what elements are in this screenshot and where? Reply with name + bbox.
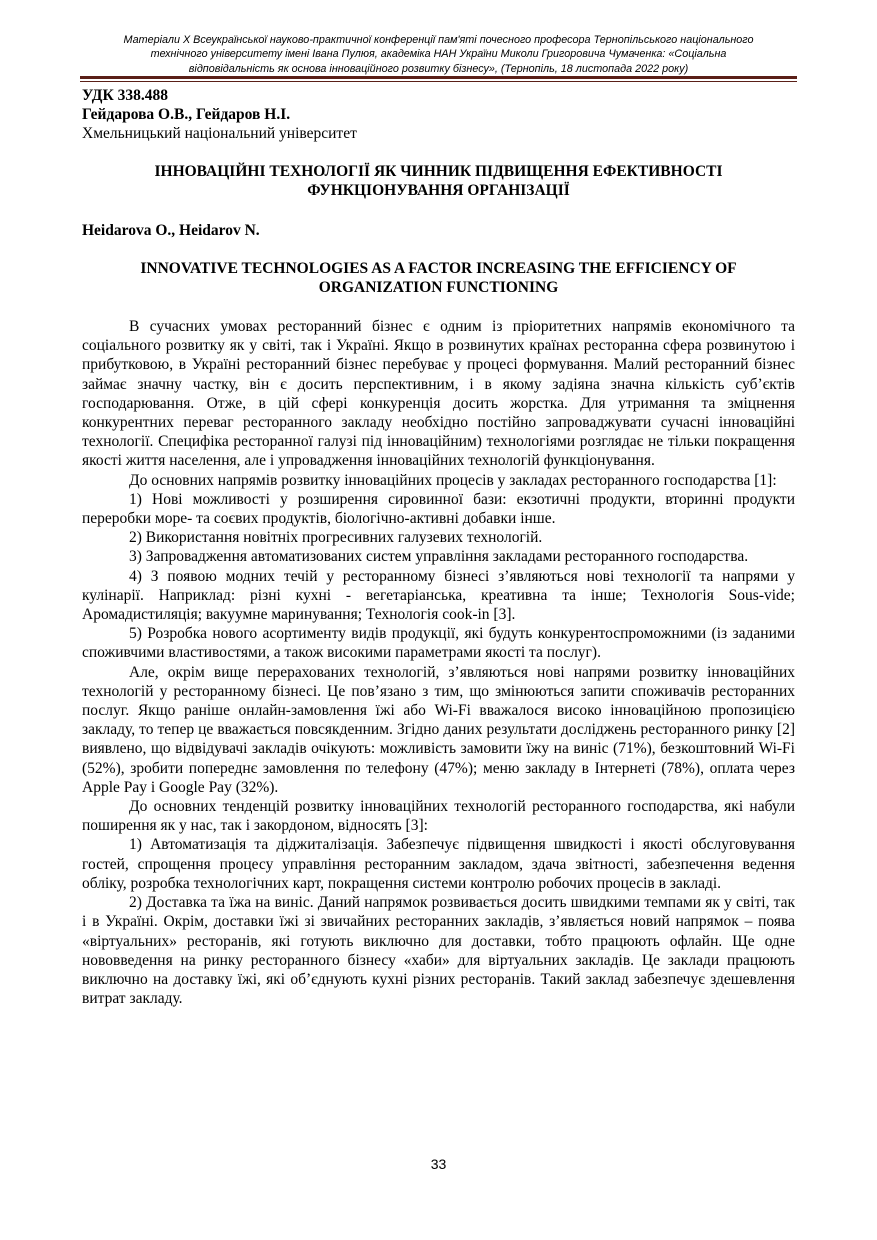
title-ukrainian: ІННОВАЦІЙНІ ТЕХНОЛОГІЇ ЯК ЧИННИК ПІДВИЩЕННЯ ЕФЕКТИВНОСТІ ФУНКЦІОНУВАННЯ ОРГАНІЗАЦІЇ	[154, 163, 723, 199]
body-text	[82, 317, 795, 1008]
list-item: 3) Запровадження автоматизованих систем управління закладами ресторанного господарства.	[129, 548, 749, 566]
affiliation: Хмельницький національний університет	[82, 125, 357, 142]
paragraph: Але, окрім вище перерахованих технологій, з’являються нові напрями розвитку інноваційних технологій у ресторанному бізнесі. Це пов’язано з тим, що змінюються запити споживачів ресторанних послуг. Якщо раніше онлайн-замовлення їжі або Wi-Fi вважалося високо інноваційною пропозицією закладу, то тепер це вважається повсякденним. Згідно даних результати досліджень ресторанного ринку [2] виявлено, що відвідувачі закладів очікують: можливість замовити їжу на виніс (71%), безкоштовний Wi-Fi (52%), зробити попереднє замовлення по телефону (47%); меню закладу в Інтернеті (78%), оплата через Apple Pay і Google Pay (32%).	[82, 663, 795, 796]
conference-running-header: Матеріали Х Всеукраїнської науково-практичної конференції пам'яті почесного професора Тернопільського національного технічного університету імені Івана Пулюя, академіка НАН України Миколи Григоровича Чумаченка: «Соціальна відповідальність як основа інноваційного розвитку бізнесу», (Тернопіль, 18 листопада 2022 року)	[123, 34, 754, 75]
title-english: INNOVATIVE TECHNOLOGIES AS A FACTOR INCREASING THE EFFICIENCY OF ORGANIZATION FUNCTIONING	[140, 260, 737, 296]
list-item: 2) Доставка та їжа на виніс. Даний напрямок розвивається досить швидкими темпами як у світі, так і в Україні. Окрім, доставки їжі зі звичайних ресторанних закладів, з’являється новий напрямок – поява «віртуальних» ресторанів, які готують виключно для доставки, тобто працюють офлайн. Ще одне нововведення на ринку ресторанного бізнесу «хаби» для віртуальних закладів. Це заклади працюють виключно на доставку їжі, які об’єднують кухні різних ресторанів. Такий заклад забезпечує здешевлення витрат закладу.	[82, 894, 795, 1008]
paragraph: В сучасних умовах ресторанний бізнес є одним із пріоритетних напрямів економічного та соціального розвитку як у світі, так і Україні. Якщо в розвинутих країнах ресторанна сфера розвинутою і прибутковою, в Україні ресторанний бізнес перебуває у процесі формування. Малий ресторанний бізнес займає значну частку, він є досить перспективним, і в якому задіяна значна кількість суб’єктів господарювання. Отже, в цій сфері конкуренція досить жорстка. Для утримання та зміцнення конкурентних переваг ресторанного закладу необхідно постійно запроваджувати сучасні інноваційні технології. Специфіка ресторанної галузі під інноваційним) технологіями розглядає не тільки покращення якості життя населення, але і упровадження інноваційних технологій функціонування.	[82, 318, 795, 470]
udc-code: УДК 338.488	[82, 87, 168, 104]
list-item: 2) Використання новітніх прогресивних галузевих технологій.	[129, 529, 543, 547]
paragraph: До основних напрямів розвитку інноваційних процесів у закладах ресторанного господарства [1]:	[129, 471, 777, 489]
page-number: 33	[430, 1156, 447, 1172]
authors-ukrainian: Гейдарова О.В., Гейдаров Н.І.	[82, 106, 291, 123]
header-rule-thick	[80, 76, 797, 79]
list-item: 1) Нові можливості у розширення сировинної бази: екзотичні продукти, вторинні продукти переробки море- та соєвих продуктів, біологічно-активні добавки інше.	[82, 490, 795, 528]
list-item: 4) З появою модних течій у ресторанному бізнесі з’являються нові технології та напрями у кулінарії. Наприклад: різні кухні - вегетаріанська, креативна та інше; Технологія Sous-vide; Аромадистиляція; вакуумне маринування; Технологія cook-in [3].	[82, 567, 795, 624]
list-item: 5) Розробка нового асортименту видів продукції, які будуть конкурентоспроможними (із заданими споживчими властивостями, а також високими параметрами якості та послуг).	[82, 625, 795, 662]
authors-english: Heidarova O., Heidarov N.	[82, 222, 260, 239]
list-item: 1) Автоматизація та діджиталізація. Забезпечує підвищення швидкості і якості обслуговування гостей, спрощення процесу управління ресторанним закладом, здача звітності, забезпечення ведення обліку, розробка технологічних карт, покращення системи контролю робочих процесів в закладі.	[82, 836, 795, 892]
paragraph: До основних тенденцій розвитку інноваційних технологій ресторанного господарства, які набули поширення як у нас, так і закордоном, відносять [3]:	[82, 798, 795, 835]
header-rule-thin	[80, 81, 797, 82]
